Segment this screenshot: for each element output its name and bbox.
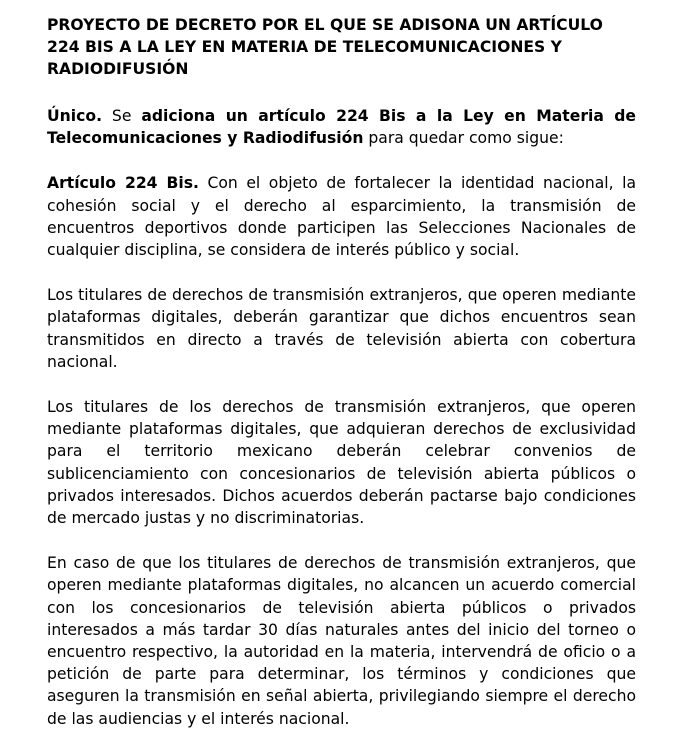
unico-paragraph bbox=[47, 105, 636, 149]
document-title: PROYECTO DE DECRETO POR EL QUE SE ADISONA UN ARTÍCULO 224 BIS A LA LEY EN MATERIA DE TELECOMUNICACIONES Y RADIODIFUSIÓN bbox=[47, 16, 603, 78]
unico-text-2: para quedar como sigue: bbox=[363, 129, 564, 148]
articulo-text: Con el objeto de fortalecer la identidad nacional, la cohesión social y el derecho al esparcimiento, la transmisión de encuentros deportivos donde participen las Selecciones Nacionales de cualquier disciplina, se considera de interés público y social. bbox=[47, 174, 637, 260]
articulo-label: Artículo 224 Bis. bbox=[47, 174, 199, 193]
unico-text-1: Se bbox=[102, 107, 142, 125]
unico-label: Único. bbox=[47, 107, 102, 125]
unico-bold-text: adiciona un artículo 224 Bis a la Ley en Materia de Telecomunicaciones y Radiodifusión bbox=[47, 107, 637, 148]
document-page bbox=[47, 14, 636, 753]
paragraph-3: Los titulares de los derechos de transmisión extranjeros, que operen mediante plataformas digitales, que adquieran derechos de exclusividad para el territorio mexicano deberán celebrar convenios de sublicenciamiento con concesionarios de televisión abierta públicos o privados interesados. Dichos acuerdos deberán pactarse bajo condiciones de mercado justas y no discriminatorias. bbox=[47, 398, 636, 528]
paragraph-4: En caso de que los titulares de derechos de transmisión extranjeros, que operen mediante plataformas digitales, no alcancen un acuerdo comercial con los concesionarios de televisión abierta públicos o privados interesados a más tardar 30 días naturales antes del inicio del torneo o encuentro respectivo, la autoridad en la materia, intervendrá de oficio o a petición de parte para determinar, los términos y condiciones que aseguren la transmisión en señal abierta, privilegiando siempre el derecho de las audiencias y el interés nacional. bbox=[47, 554, 636, 728]
articulo-paragraph bbox=[47, 172, 636, 261]
paragraph-2: Los titulares de derechos de transmisión extranjeros, que operen mediante plataformas digitales, deberán garantizar que dichos encuentros sean transmitidos en directo a través de televisión abierta con cobertura nacional. bbox=[47, 286, 636, 371]
